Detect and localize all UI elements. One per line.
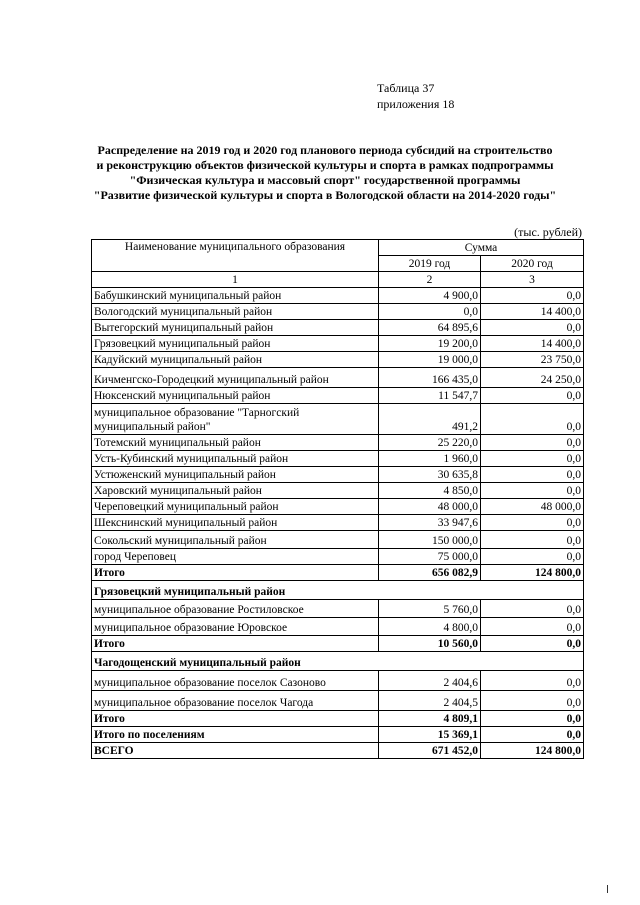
table-caption (377, 80, 454, 112)
row-value-2020: 0,0 (481, 515, 584, 531)
table-row (92, 352, 584, 368)
header-sum: Сумма (379, 240, 584, 256)
row-name: город Череповец (92, 549, 379, 565)
row-value-2020: 124 800,0 (481, 743, 584, 759)
row-value-2019: 0,0 (379, 304, 481, 320)
column-number: 3 (481, 272, 584, 288)
row-name: Кадуйский муниципальный район (92, 352, 379, 368)
row-name: Вологодский муниципальный район (92, 304, 379, 320)
row-name: Усть-Кубинский муниципальный район (92, 451, 379, 467)
document-title (80, 143, 570, 203)
section-title: Грязовецкий муниципальный район (92, 581, 584, 600)
row-name: Череповецкий муниципальный район (92, 499, 379, 515)
table-row (92, 451, 584, 467)
title-line-3: "Физическая культура и массовый спорт" государственной программы (129, 173, 521, 187)
column-numbers-row (92, 272, 584, 288)
row-value-2019: 25 220,0 (379, 435, 481, 451)
row-value-2020: 0,0 (481, 691, 584, 711)
grand-total-row (92, 743, 584, 759)
row-value-2020: 0,0 (481, 467, 584, 483)
row-value-2019: 150 000,0 (379, 531, 481, 549)
section-title: Чагодощенский муниципальный район (92, 652, 584, 671)
table-row (92, 388, 584, 404)
table-row (92, 671, 584, 691)
units-note: (тыс. рублей) (514, 225, 582, 239)
row-value-2019: 656 082,9 (379, 565, 481, 581)
row-name: Итого (92, 636, 379, 652)
row-name-line-1: муниципальное образование "Тарногский (94, 407, 300, 419)
title-line-2: и реконструкцию объектов физической культуры и спорта в рамках подпрограммы (96, 158, 554, 172)
header-year-2019: 2019 год (379, 256, 481, 272)
row-value-2020: 0,0 (481, 600, 584, 618)
table-row (92, 368, 584, 388)
table-row (92, 483, 584, 499)
row-value-2020: 0,0 (481, 727, 584, 743)
row-name: муниципальное образование Юровское (92, 618, 379, 636)
table-row (92, 600, 584, 618)
row-value-2019: 166 435,0 (379, 368, 481, 388)
row-value-2020: 14 400,0 (481, 336, 584, 352)
subsidy-table (91, 239, 584, 759)
row-name: Устюженский муниципальный район (92, 467, 379, 483)
row-name: Кичменгско-Городецкий муниципальный район (92, 368, 379, 388)
table-row (92, 691, 584, 711)
row-value-2019: 30 635,8 (379, 467, 481, 483)
row-name: ВСЕГО (92, 743, 379, 759)
row-value-2019: 15 369,1 (379, 727, 481, 743)
row-value-2020: 0,0 (481, 320, 584, 336)
row-value-2020: 0,0 (481, 435, 584, 451)
row-value-2019: 671 452,0 (379, 743, 481, 759)
subtotal-row (92, 711, 584, 727)
row-value-2020: 0,0 (481, 711, 584, 727)
row-value-2020: 0,0 (481, 636, 584, 652)
table-row (92, 531, 584, 549)
table-row (92, 288, 584, 304)
row-name: Итого (92, 565, 379, 581)
row-value-2020: 14 400,0 (481, 304, 584, 320)
row-name-line-2: муниципальный район" (94, 421, 211, 433)
row-value-2019: 48 000,0 (379, 499, 481, 515)
title-line-4: "Развитие физической культуры и спорта в Вологодской области на 2014-2020 годы" (93, 188, 557, 202)
row-value-2020: 124 800,0 (481, 565, 584, 581)
table-row (92, 515, 584, 531)
row-name: муниципальное образование поселок Сазоново (92, 671, 379, 691)
table-row (92, 435, 584, 451)
title-line-1: Распределение на 2019 год и 2020 год планового периода субсидий на строительство (97, 143, 553, 157)
caption-table-number: Таблица 37 (377, 81, 435, 95)
row-value-2019: 19 200,0 (379, 336, 481, 352)
row-value-2019: 5 760,0 (379, 600, 481, 618)
table-row (92, 499, 584, 515)
column-number: 1 (92, 272, 379, 288)
row-name: Тотемский муниципальный район (92, 435, 379, 451)
table-row (92, 618, 584, 636)
row-value-2019: 10 560,0 (379, 636, 481, 652)
row-value-2019: 19 000,0 (379, 352, 481, 368)
row-value-2019: 2 404,6 (379, 671, 481, 691)
table-row (92, 320, 584, 336)
row-value-2019: 491,2 (379, 404, 481, 435)
row-name: Бабушкинский муниципальный район (92, 288, 379, 304)
row-value-2020: 23 750,0 (481, 352, 584, 368)
subtotal-row (92, 565, 584, 581)
row-value-2020: 0,0 (481, 404, 584, 435)
row-value-2019: 64 895,6 (379, 320, 481, 336)
row-value-2019: 33 947,6 (379, 515, 481, 531)
section-header-row (92, 581, 584, 600)
table-row (92, 304, 584, 320)
row-name: Итого по поселениям (92, 727, 379, 743)
page-edge-mark (607, 885, 608, 893)
row-value-2020: 0,0 (481, 671, 584, 691)
row-value-2020: 24 250,0 (481, 368, 584, 388)
row-value-2020: 0,0 (481, 388, 584, 404)
subtotal-row (92, 636, 584, 652)
row-name: Грязовецкий муниципальный район (92, 336, 379, 352)
table-row (92, 404, 584, 435)
row-value-2020: 0,0 (481, 549, 584, 565)
row-name: Сокольский муниципальный район (92, 531, 379, 549)
row-name: Нюксенский муниципальный район (92, 388, 379, 404)
table-row (92, 549, 584, 565)
header-row (92, 240, 584, 256)
section-header-row (92, 652, 584, 671)
row-value-2020: 0,0 (481, 618, 584, 636)
row-value-2020: 0,0 (481, 483, 584, 499)
row-value-2020: 0,0 (481, 288, 584, 304)
row-value-2019: 4 900,0 (379, 288, 481, 304)
settlements-total-row (92, 727, 584, 743)
row-value-2019: 4 850,0 (379, 483, 481, 499)
row-value-2019: 4 800,0 (379, 618, 481, 636)
row-value-2019: 1 960,0 (379, 451, 481, 467)
header-name: Наименование муниципального образования (92, 240, 379, 272)
row-name: Итого (92, 711, 379, 727)
row-value-2020: 0,0 (481, 451, 584, 467)
row-name: Харовский муниципальный район (92, 483, 379, 499)
header-year-2020: 2020 год (481, 256, 584, 272)
row-name (92, 404, 379, 435)
row-value-2020: 48 000,0 (481, 499, 584, 515)
row-name: Шекснинский муниципальный район (92, 515, 379, 531)
row-value-2019: 2 404,5 (379, 691, 481, 711)
caption-appendix: приложения 18 (377, 97, 455, 111)
row-name: муниципальное образование поселок Чагода (92, 691, 379, 711)
column-number: 2 (379, 272, 481, 288)
row-name: муниципальное образование Ростиловское (92, 600, 379, 618)
row-value-2019: 75 000,0 (379, 549, 481, 565)
table-row (92, 467, 584, 483)
row-value-2019: 4 809,1 (379, 711, 481, 727)
row-value-2019: 11 547,7 (379, 388, 481, 404)
row-name: Вытегорский муниципальный район (92, 320, 379, 336)
table-row (92, 336, 584, 352)
row-value-2020: 0,0 (481, 531, 584, 549)
